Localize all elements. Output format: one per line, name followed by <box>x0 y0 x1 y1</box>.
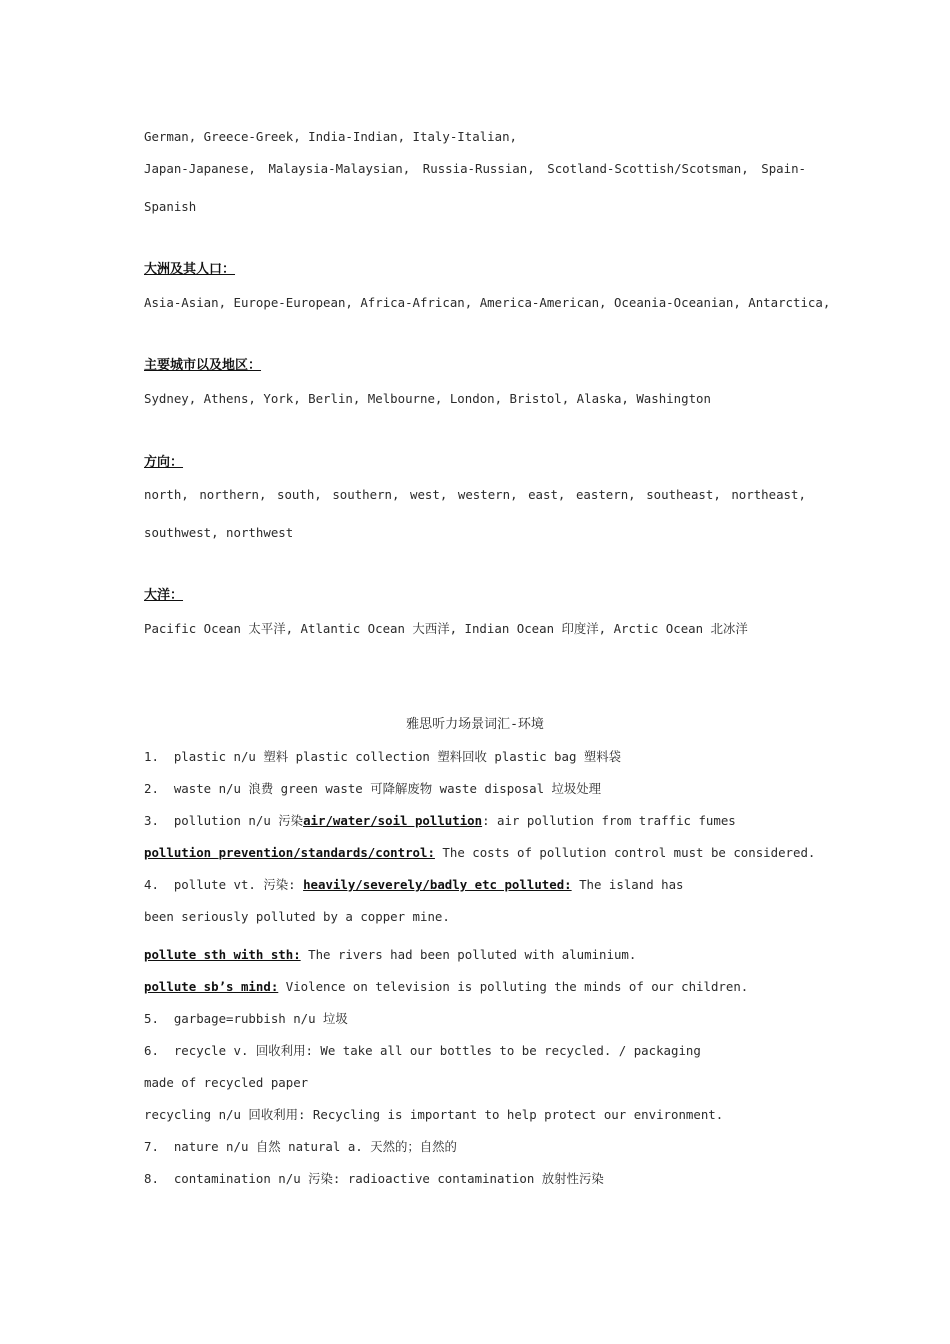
cities-text: Sydney, Athens, York, Berlin, Melbourne, London, Bristol, Alaska, Washington <box>144 391 711 406</box>
vocab-item-4 <box>144 877 684 893</box>
directions-line-1 <box>144 487 806 503</box>
collocation-phrase: heavily/severely/badly etc polluted: <box>303 877 572 892</box>
vocab-item-1: 1. plastic n/u 塑料 plastic collection 塑料回收 plastic bag 塑料袋 <box>144 749 622 764</box>
vocab-item-6b: recycling n/u 回收利用: Recycling is important to help protect our environment. <box>144 1107 724 1122</box>
direction-item: east, <box>528 487 566 502</box>
direction-item: south, <box>277 487 322 502</box>
nationality-item: Russia-Russian, <box>422 161 535 176</box>
item-text: 4. pollute vt. 污染: <box>144 877 304 892</box>
section-title: 雅思听力场景词汇-环境 <box>406 717 544 732</box>
vocab-item-7: 7. nature n/u 自然 natural a. 天然的；自然的 <box>144 1139 457 1154</box>
nationalities-line-1: German, Greece-Greek, India-Indian, Italy-Italian, <box>144 129 517 144</box>
direction-item: southeast, <box>646 487 721 502</box>
vocab-item-4-continued: been seriously polluted by a copper mine. <box>144 909 450 924</box>
nationality-item: Malaysia-Malaysian, <box>268 161 411 176</box>
continents-heading: 大洲及其人口： <box>144 262 236 277</box>
collocation-phrase: pollute sth with sth: <box>144 947 301 962</box>
collocation-phrase: pollution prevention/standards/control: <box>144 845 435 860</box>
example-text: Violence on television is polluting the minds of our children. <box>278 979 749 994</box>
vocab-item-3b <box>144 845 815 861</box>
cities-heading: 主要城市以及地区： <box>144 358 262 373</box>
nationality-item: Japan-Japanese, <box>144 161 256 176</box>
nationality-item: Scotland-Scottish/Scotsman, <box>547 161 749 176</box>
direction-item: northern, <box>199 487 267 502</box>
vocab-item-6: 6. recycle v. 回收利用: We take all our bottles to be recycled. / packaging <box>144 1043 701 1058</box>
direction-item: western, <box>457 487 518 502</box>
example-text: The island has <box>571 877 684 892</box>
direction-item: west, <box>410 487 448 502</box>
collocation-phrase: pollute sb’s mind: <box>144 979 279 994</box>
vocab-item-3 <box>144 813 736 829</box>
direction-item: eastern, <box>575 487 636 502</box>
item-text: 3. pollution n/u 污染 <box>144 813 304 828</box>
vocab-item-4b <box>144 947 636 963</box>
example-text: : air pollution from traffic fumes <box>482 813 736 828</box>
nationalities-line-3: Spanish <box>144 199 197 214</box>
vocab-item-8: 8. contamination n/u 污染: radioactive contamination 放射性污染 <box>144 1171 604 1186</box>
direction-item: north, <box>144 487 189 502</box>
oceans-heading: 大洋： <box>144 588 184 603</box>
vocab-item-5: 5. garbage=rubbish n/u 垃圾 <box>144 1011 348 1026</box>
directions-line-2: southwest, northwest <box>144 525 294 540</box>
continents-text: Asia-Asian, Europe-European, Africa-African, America-American, Oceania-Oceanian, Antarctica, <box>144 295 831 310</box>
vocab-item-4c <box>144 979 748 995</box>
directions-heading: 方向： <box>144 455 184 470</box>
direction-item: southern, <box>332 487 400 502</box>
example-text: The rivers had been polluted with aluminium. <box>300 947 637 962</box>
oceans-text: Pacific Ocean 太平洋, Atlantic Ocean 大西洋, Indian Ocean 印度洋, Arctic Ocean 北冰洋 <box>144 621 748 636</box>
nationality-item: Spain- <box>761 161 806 176</box>
direction-item: northeast, <box>731 487 806 502</box>
vocab-item-2: 2. waste n/u 浪费 green waste 可降解废物 waste disposal 垃圾处理 <box>144 781 602 796</box>
example-text: The costs of pollution control must be considered. <box>434 845 816 860</box>
nationalities-line-2 <box>144 161 806 177</box>
collocation-phrase: air/water/soil pollution <box>303 813 483 828</box>
vocab-item-6-continued: made of recycled paper <box>144 1075 309 1090</box>
